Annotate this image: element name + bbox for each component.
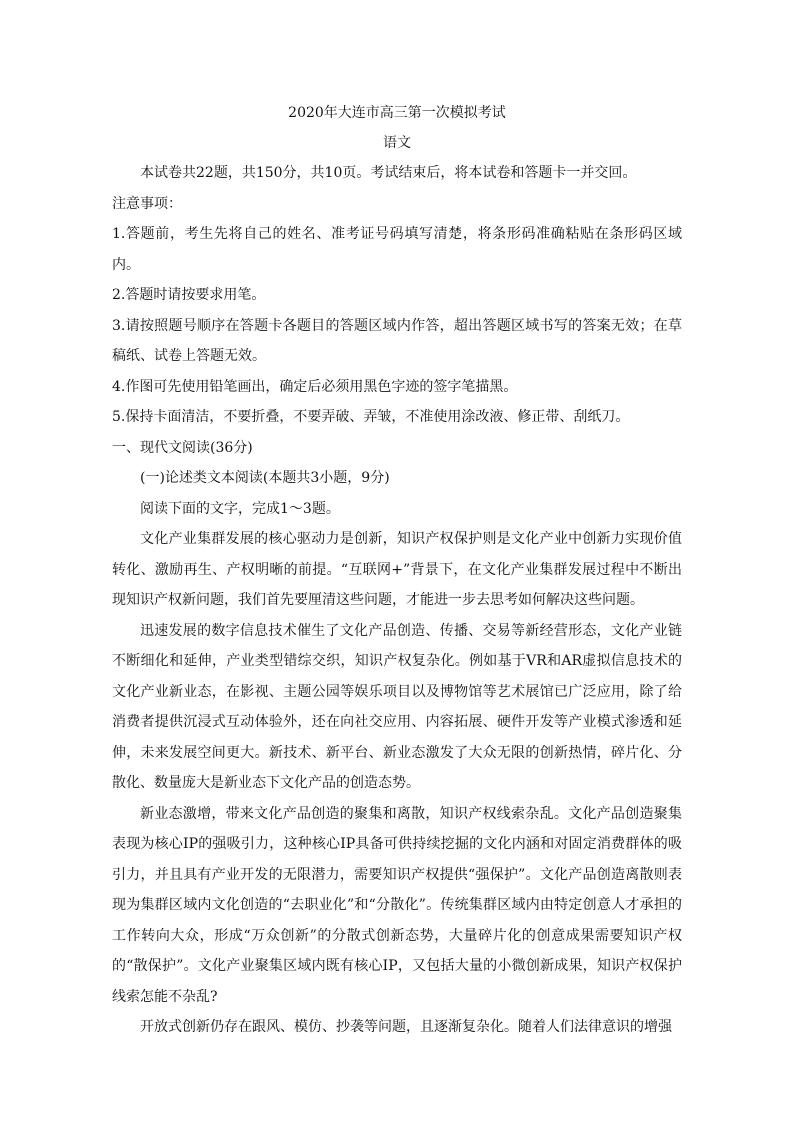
passage-paragraph-3: 新业态激增，带来文化产品创造的聚集和离散，知识产权线索杂乱。文化产品创造聚集表现为核心IP的强吸引力，这种核心IP具备可供持续挖掘的文化内涵和对固定消费群体的吸引力，并且具有产业开发的无限潜力，需要知识产权提供“强保护”。文化产品创造离散则表现为集群区域内文化创造的“去职业化”和“分散化”。传统集群区域内由特定创意人才承担的工作转向大众，形成“万众创新”的分散式创新态势，大量碎片化的创意成果需要知识产权的“散保护”。文化产业聚集区域内既有核心IP，又包括大量的小微创新成果，知识产权保护线索怎能不杂乱? xyxy=(112,805,682,1005)
notice-item-4: 4.作图可先使用铅笔画出，确定后必须用黑色字迹的签字笔描黑。 xyxy=(112,378,518,395)
section-instruction: 阅读下面的文字，完成1～3题。 xyxy=(140,500,340,517)
page-title: 2020年大连市高三第一次模拟考试 xyxy=(288,105,506,121)
notice-item-3: 3.请按照题号顺序在答题卡各题目的答题区域内作答，超出答题区域书写的答案无效；在草稿纸、试卷上答题无效。 xyxy=(112,317,682,364)
exam-page xyxy=(112,98,682,1043)
section-heading: 一、现代文阅读(36分) xyxy=(112,439,253,456)
notice-item-2: 2.答题时请按要求用笔。 xyxy=(112,287,266,303)
notice-item-1: 1.答题前，考生先将自己的姓名、准考证号码填写清楚，将条形码准确粘贴在条形码区域内。 xyxy=(112,226,682,273)
intro-text: 本试卷共22题，共150分，共10页。考试结束后，将本试卷和答题卡一并交回。 xyxy=(140,165,637,181)
passage-paragraph-1: 文化产业集群发展的核心驱动力是创新，知识产权保护则是文化产业中创新力实现价值转化、激励再生、产权明晰的前提。“互联网+”背景下，在文化产业集群发展过程中不断出现知识产权新问题，我们首先要厘清这些问题，才能进一步去思考如何解决这些问题。 xyxy=(112,531,682,608)
subject-title: 语文 xyxy=(383,135,411,151)
passage-paragraph-2: 迅速发展的数字信息技术催生了文化产品创造、传播、交易等新经营形态，文化产业链不断细化和延伸，产业类型错综交织，知识产权复杂化。例如基于VR和AR虚拟信息技术的文化产业新业态，在影视、主题公园等娱乐项目以及博物馆等艺术展馆已广泛应用，除了给消费者提供沉浸式互动体验外，还在向社交应用、内容拓展、硬件开发等产业模式渗透和延伸，未来发展空间更大。新技术、新平台、新业态激发了大众无限的创新热情，碎片化、分散化、数量庞大是新业态下文化产品的创造态势。 xyxy=(112,622,682,791)
section-subheading: (一)论述类文本阅读(本题共3小题，9分) xyxy=(140,470,390,486)
passage-paragraph-4: 开放式创新仍存在跟风、模仿、抄袭等问题，且逐渐复杂化。随着人们法律意识的增强 xyxy=(140,1019,672,1035)
notice-heading: 注意事项： xyxy=(112,195,182,212)
notice-item-5: 5.保持卡面清洁，不要折叠，不要弄破、弄皱，不准使用涂改液、修正带、刮纸刀。 xyxy=(112,409,630,425)
